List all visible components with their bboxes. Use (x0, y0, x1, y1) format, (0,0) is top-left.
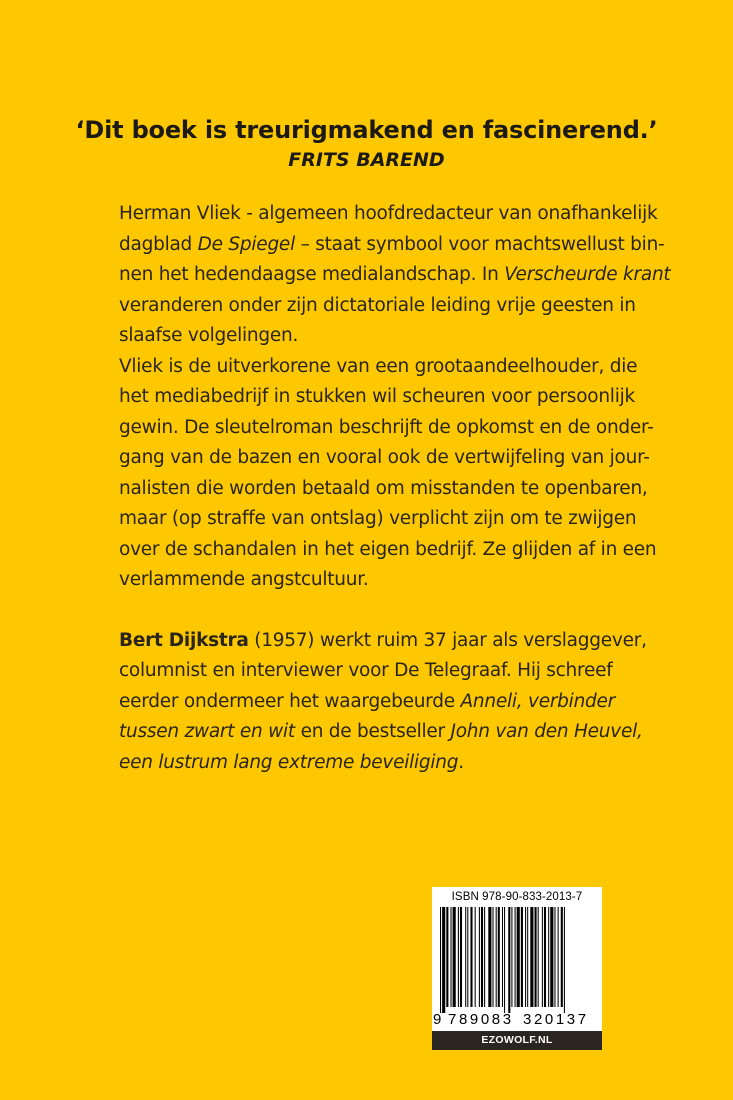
text-segment: over de schandalen in het eigen bedrijf. Ze glijden af in een (119, 538, 657, 560)
text-segment: Anneli, verbinder (460, 690, 616, 712)
text-line (119, 535, 657, 566)
text-line (119, 748, 619, 779)
text-line (119, 382, 635, 413)
text-segment: Herman Vliek - algemeen hoofdredacteur van onafhankelijk (119, 203, 658, 224)
quote-text: ‘Dit boek is treurigmakend en fascinerend.’ (75, 116, 658, 144)
text-line (119, 656, 619, 687)
text-segment: gang van de bazen en vooral ook de vertwijfeling van jour- (119, 447, 650, 468)
isbn-label: ISBN 978-90-833-2013-7 (451, 891, 583, 903)
text-line (119, 413, 654, 444)
text-segment: het mediabedrijf in stukken wil scheuren voor persoonlijk (119, 386, 635, 407)
text-segment: verlammende angstcultuur. (119, 569, 369, 590)
synopsis (119, 199, 671, 596)
text-line (119, 687, 619, 718)
text-segment: Verscheurde krant (504, 264, 671, 285)
text-segment: maar (op straffe van ontslag) verplicht zijn om te zwijgen (119, 508, 637, 529)
barcode-digit-group-1: 789083 (448, 1011, 514, 1028)
text-segment: tussen zwart en wit (119, 721, 295, 742)
barcode-box (432, 887, 602, 1031)
text-line (119, 199, 658, 230)
paragraph-gap (119, 596, 619, 626)
text-segment: nen het hedendaagse medialandschap. In (119, 264, 505, 285)
text-line (119, 717, 643, 748)
text-segment: De Spiegel (197, 233, 295, 255)
text-segment: veranderen onder zijn dictatoriale leiding vrije geesten in (119, 294, 636, 316)
text-segment: (1957) werkt ruim 37 jaar als verslaggever, (248, 629, 647, 651)
barcode-digit-lead: 9 (433, 1011, 442, 1028)
text-segment: slaafse volgelingen. (119, 325, 299, 346)
text-segment: nalisten die worden betaald om misstanden te openbaren, (119, 477, 648, 499)
text-line (119, 230, 665, 261)
barcode-digit-group-2: 320137 (523, 1011, 589, 1028)
text-line (119, 504, 637, 535)
text-segment: en de bestseller (294, 721, 451, 742)
barcode-icon (440, 907, 594, 1013)
text-line (119, 321, 619, 352)
text-segment: dagblad (119, 233, 198, 255)
text-segment: Bert Dijkstra (119, 629, 249, 651)
publisher-label: EZOWOLF.NL (432, 1031, 602, 1050)
text-line (119, 443, 650, 474)
text-segment: gewin. De sleutelroman beschrijft de opkomst en de onder- (119, 416, 654, 438)
text-segment: . (458, 751, 464, 773)
quote-author: FRITS BAREND (288, 149, 445, 171)
text-line (119, 626, 647, 657)
text-segment: Vliek is de uitverkorene van een grootaandeelhouder, die (119, 355, 638, 377)
text-segment: columnist en interviewer voor De Telegraaf. Hij schreef (119, 660, 613, 681)
body-text (119, 199, 671, 778)
author-bio (119, 626, 647, 779)
text-line (119, 260, 671, 291)
text-segment: eerder ondermeer het waargebeurde (119, 690, 461, 712)
text-segment: – staat symbool voor machtswellust bin- (294, 233, 665, 255)
text-segment: John van den Heuvel, (450, 721, 643, 742)
text-line (119, 474, 648, 505)
text-segment: een lustrum lang extreme beveiliging (119, 751, 459, 773)
text-line (119, 565, 619, 596)
text-line (119, 352, 638, 383)
text-line (119, 291, 636, 322)
